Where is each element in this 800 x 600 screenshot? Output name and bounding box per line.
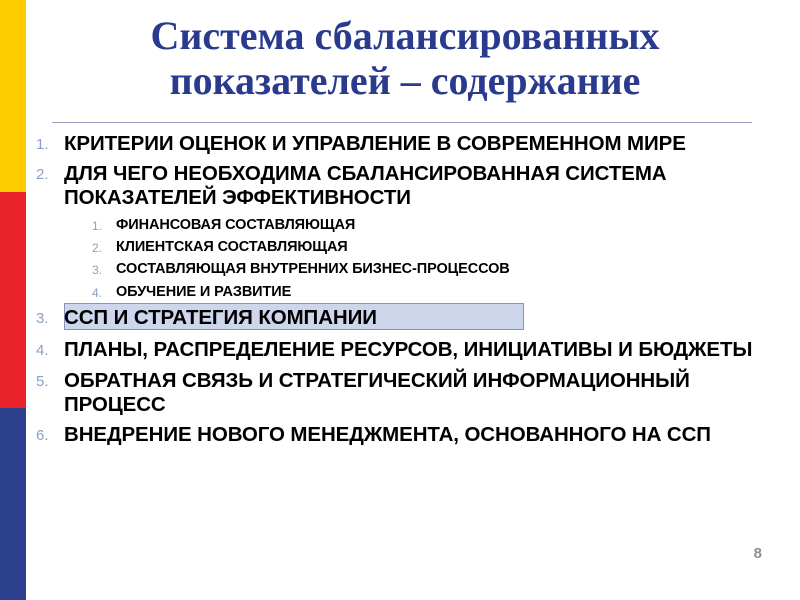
list-item-number: 5. [36, 372, 49, 390]
list-item-number: 6. [36, 426, 49, 444]
slide-title [40, 14, 770, 104]
contents-list [36, 132, 780, 453]
list-item-label: КРИТЕРИИ ОЦЕНОК И УПРАВЛЕНИЕ В СОВРЕМЕННОМ МИРЕ [64, 132, 686, 155]
sub-list-item-label: ФИНАНСОВАЯ СОСТАВЛЯЮЩАЯ [116, 216, 356, 233]
sub-list-item [36, 239, 780, 256]
list-item [36, 369, 780, 417]
left-bar-edge [26, 0, 30, 600]
sub-list-item-number: 2. [92, 240, 103, 255]
list-item-highlighted [36, 306, 780, 330]
list-item-label: ДЛЯ ЧЕГО НЕОБХОДИМА СБАЛАНСИРОВАННАЯ СИСТЕМА ПОКАЗАТЕЛЕЙ ЭФФЕКТИВНОСТИ [64, 162, 667, 210]
list-item [36, 132, 780, 156]
title-divider [52, 122, 752, 123]
slide-title-line-1: Система сбалансированных [150, 13, 660, 58]
sub-list-item-label: КЛИЕНТСКАЯ СОСТАВЛЯЮЩАЯ [116, 238, 348, 255]
sub-list-item-number: 4. [92, 285, 103, 300]
list-item-label: ПЛАНЫ, РАСПРЕДЕЛЕНИЕ РЕСУРСОВ, ИНИЦИАТИВЫ И БЮДЖЕТЫ [64, 338, 753, 362]
list-item [36, 338, 780, 362]
sub-list-item-label: ОБУЧЕНИЕ И РАЗВИТИЕ [116, 283, 292, 300]
color-segment-blue [0, 408, 26, 600]
sub-list-item [36, 284, 780, 301]
list-item-label: ССП И СТРАТЕГИЯ КОМПАНИИ [64, 306, 377, 330]
color-segment-red [0, 192, 26, 408]
slide-title-line-2: показателей – содержание [169, 57, 641, 103]
list-item-label: ОБРАТНАЯ СВЯЗЬ И СТРАТЕГИЧЕСКИЙ ИНФОРМАЦИОННЫЙ ПРОЦЕСС [64, 368, 690, 416]
list-item-number: 2. [36, 166, 49, 184]
list-item [36, 423, 780, 447]
list-item-number: 3. [36, 310, 49, 328]
sub-list-item [36, 217, 780, 234]
left-color-bar [0, 0, 26, 600]
sub-list-item-label: СОСТАВЛЯЮЩАЯ ВНУТРЕННИХ БИЗНЕС-ПРОЦЕССОВ [116, 261, 510, 278]
sub-list [36, 217, 780, 302]
list-item-label: ВНЕДРЕНИЕ НОВОГО МЕНЕДЖМЕНТА, ОСНОВАННОГО НА ССП [64, 422, 711, 446]
sub-list-item-number: 3. [92, 263, 103, 278]
sub-list-item-number: 1. [92, 218, 103, 233]
list-item [36, 162, 780, 210]
color-segment-yellow [0, 0, 26, 192]
sub-list-item [36, 261, 780, 278]
list-item-number: 4. [36, 342, 49, 360]
list-item-number: 1. [36, 136, 49, 153]
page-number: 8 [753, 545, 762, 562]
